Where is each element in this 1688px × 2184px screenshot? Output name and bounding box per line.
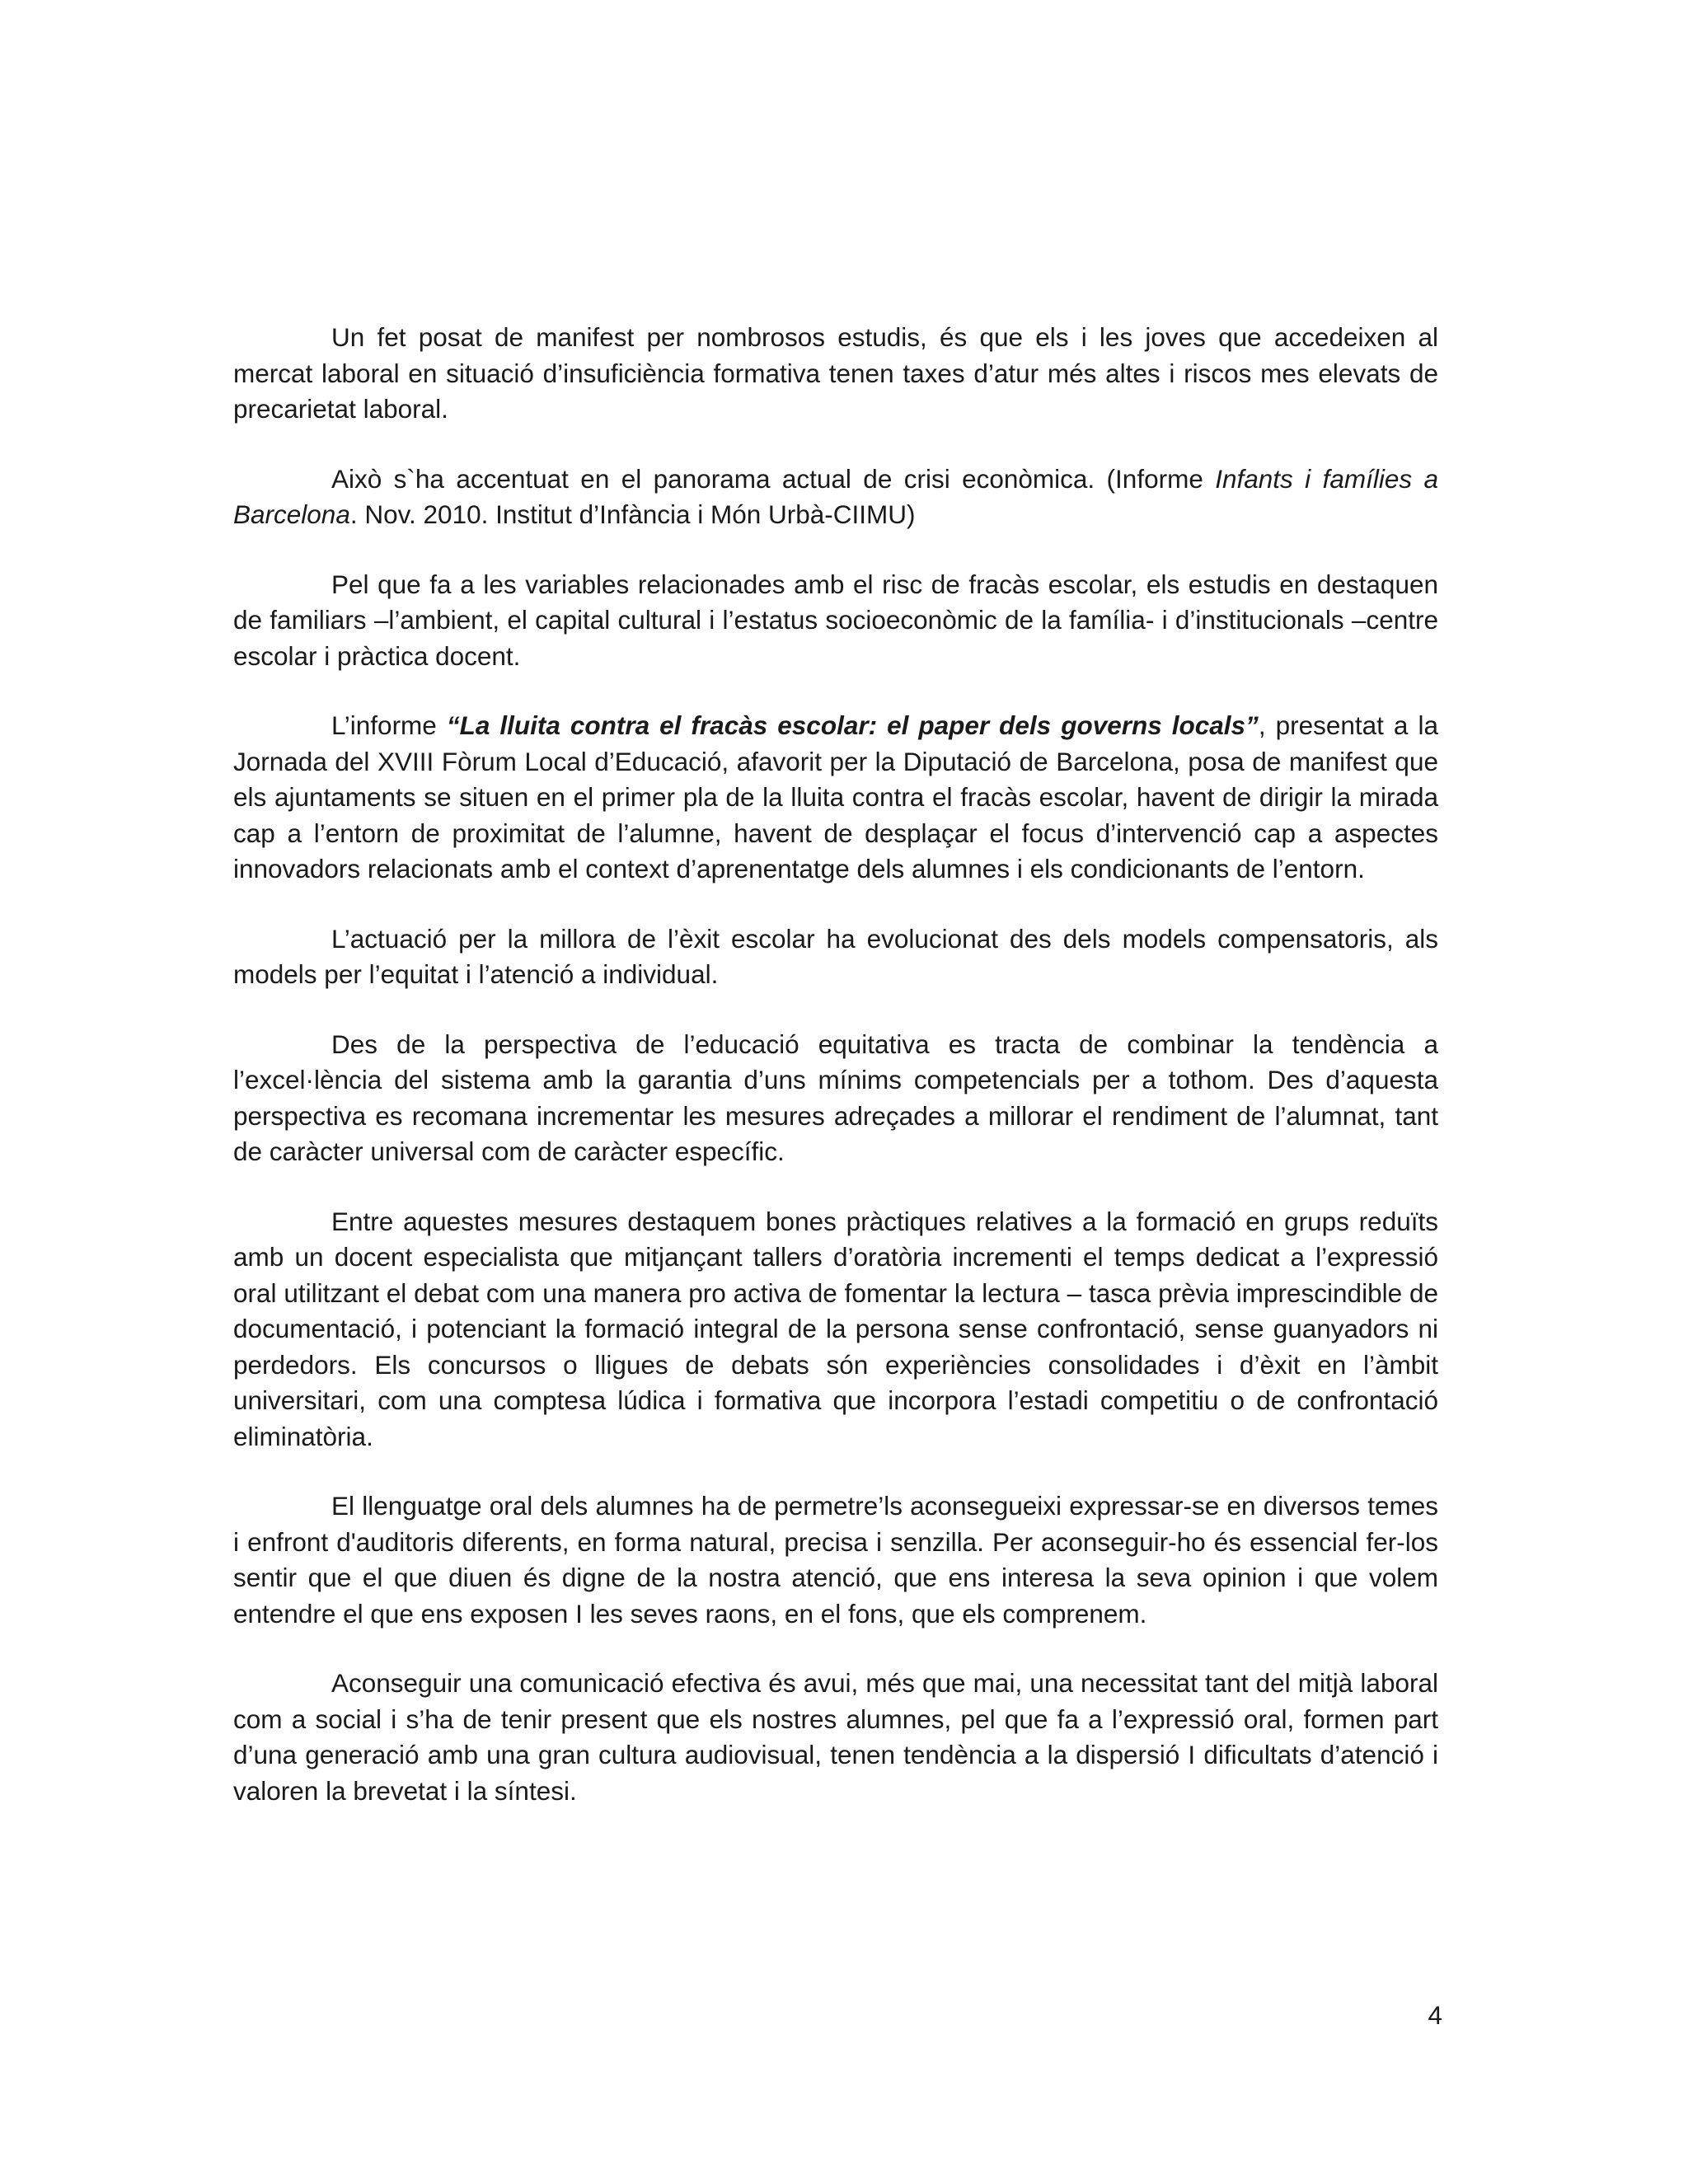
- paragraph-2-lead: Això s`ha accentuat en el panorama actual de crisi econòmica. (Informe: [331, 463, 1216, 494]
- paragraph-2-tail: . Nov. 2010. Institut d’Infància i Món Urbà-CIIMU): [349, 499, 916, 529]
- paragraph-1: Un fet posat de manifest per nombrosos estudis, és que els i les joves que accedeixen al mercat laboral en situació d’insuficiència formativa tenen taxes d’atur més altes i riscos mes elevats de precarietat laboral.: [233, 322, 1438, 424]
- paragraph-5: L’actuació per la millora de l’èxit escolar ha evolucionat des dels models compensatoris, als models per l’equitat i l’atenció a individual.: [233, 923, 1438, 989]
- paragraph-4-lead: L’informe: [331, 710, 447, 740]
- paragraph-4-tail: , presentat a la Jornada del XVIII Fòrum Local d’Educació, afavorit per la Diputació de Barcelona, posa de manifest que els ajuntaments se situen en el primer pla de la lluita contra el fracàs escolar, havent de dirigir la mirada cap a l’entorn de proximitat de l’alumne, havent de desplaçar el focus d’intervenció cap a aspectes innovadors relacionats amb el context d’aprenentatge dels alumnes i els condicionants de l’entorn.: [233, 710, 1438, 883]
- page-number: 4: [1428, 2000, 1442, 2030]
- body-text: [233, 320, 1438, 1843]
- paragraph-8: El llenguatge oral dels alumnes ha de permetre’ls aconsegueixi expressar-se en diversos temes i enfront d'auditoris diferents, en forma natural, precisa i senzilla. Per aconseguir-ho és essencial fer-los sentir que el que diuen és digne de la nostra atenció, que ens interesa la seva opinion i que volem entendre el que ens exposen I les seves raons, en el fons, que els comprenem.: [233, 1491, 1438, 1629]
- paragraph-9: Aconseguir una comunicació efectiva és avui, més que mai, una necessitat tant del mitjà laboral com a social i s’ha de tenir present que els nostres alumnes, pel que fa a l’expressió oral, formen part d’una generació amb una gran cultura audiovisual, tenen tendència a la dispersió I dificultats d’atenció i valoren la brevetat i la síntesi.: [233, 1668, 1438, 1806]
- report-title-bold-italic: “La lluita contra el fracàs escolar: el paper dels governs locals”: [446, 710, 1259, 740]
- paragraph-6: Des de la perspectiva de l’educació equitativa es tracta de combinar la tendència a l’excel·lència del sistema amb la garantia d’uns mínims competencials per a tothom. Des d’aquesta perspectiva es recomana incrementar les mesures adreçades a millorar el rendiment de l’alumnat, tant de caràcter universal com de caràcter específic.: [233, 1029, 1438, 1166]
- paragraph-2: [233, 462, 1438, 533]
- paragraph-4: [233, 708, 1438, 888]
- report-title-italic: Infants i famílies a Barcelona: [233, 463, 1438, 529]
- paragraph-3: Pel que fa a les variables relacionades amb el risc de fracàs escolar, els estudis en destaquen de familiars –l’ambient, el capital cultural i l’estatus socioeconòmic de la família- i d’institucionals –centre escolar i pràctica docent.: [233, 569, 1438, 671]
- paragraph-7: Entre aquestes mesures destaquem bones pràctiques relatives a la formació en grups reduïts amb un docent especialista que mitjançant tallers d’oratòria incrementi el temps dedicat a l’expressió oral utilitzant el debat com una manera pro activa de fomentar la lectura – tasca prèvia imprescindible de documentació, i potenciant la formació integral de la persona sense confrontació, sense guanyadors ni perdedors. Els concursos o lligues de debats són experiències consolidades i d’èxit en l’àmbit universitari, com una comptesa lúdica i formativa que incorpora l’estadi competitiu o de confrontació eliminatòria.: [233, 1206, 1438, 1451]
